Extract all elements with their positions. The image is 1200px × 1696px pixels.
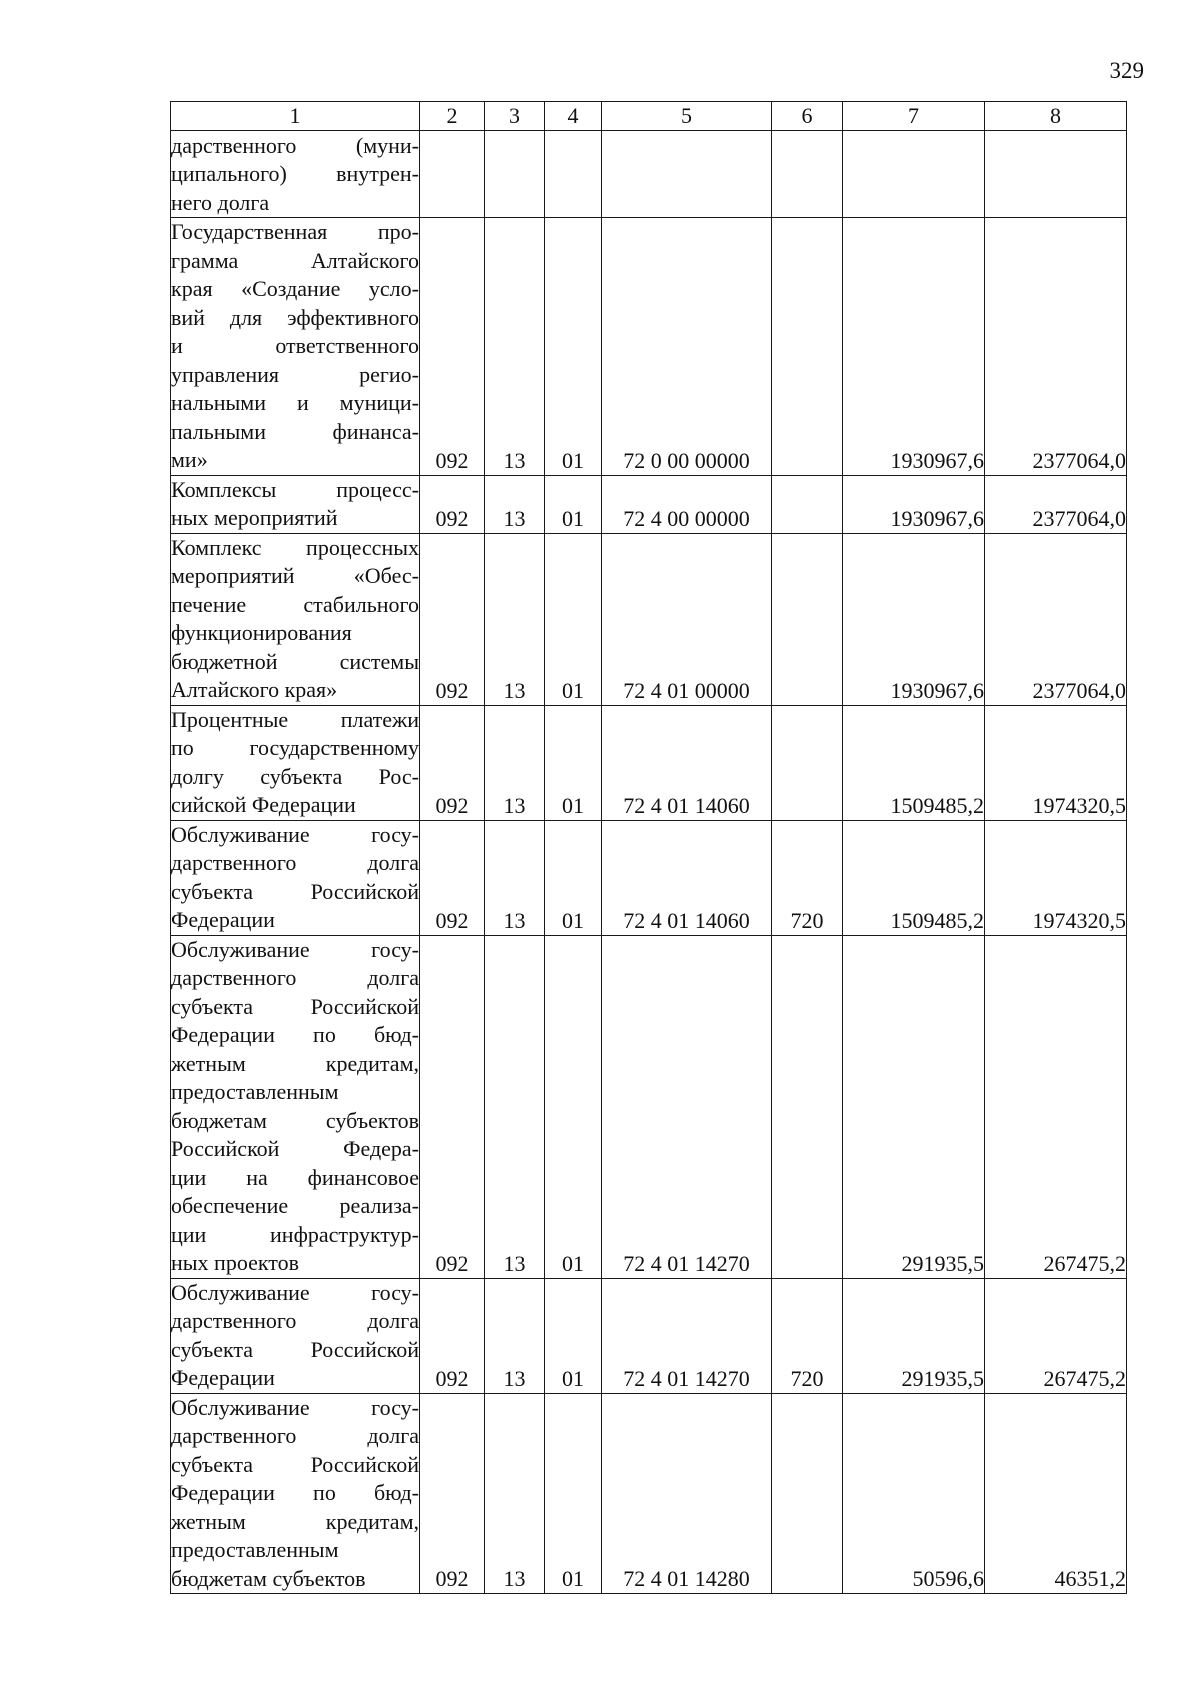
row-name-line: грамма Алтайского (171, 247, 419, 273)
target-article-cell: 72 4 01 14060 (602, 820, 772, 935)
row-name-line: нальными и муници- (171, 390, 419, 415)
grbs-code-cell: 092 (420, 935, 485, 1278)
row-name-line: предоставленным (171, 1079, 339, 1104)
budget-table (170, 101, 1127, 1594)
row-name-cell (171, 533, 420, 705)
section-code-cell: 13 (485, 533, 545, 705)
section-code-cell: 13 (485, 475, 545, 533)
row-name-line: ции инфраструктур- (171, 1221, 419, 1247)
row-name-line: Комплексы процесс- (171, 476, 419, 502)
section-code-cell: 13 (485, 705, 545, 820)
table-row (171, 131, 1127, 218)
row-name-line: обеспечение реализа- (171, 1193, 419, 1218)
expense-type-cell (772, 533, 843, 705)
target-article-cell: 72 4 01 14060 (602, 705, 772, 820)
amount-year2-cell: 267475,2 (985, 1278, 1127, 1393)
row-name-line: функционирования (171, 620, 352, 645)
grbs-code-cell: 092 (420, 533, 485, 705)
grbs-code-cell: 092 (420, 1278, 485, 1393)
column-header: 8 (985, 102, 1127, 131)
section-code-cell: 13 (485, 1278, 545, 1393)
row-name-line: края «Создание усло- (171, 276, 419, 301)
column-header: 6 (772, 102, 843, 131)
amount-year1-cell: 291935,5 (843, 1278, 985, 1393)
row-name-cell (171, 820, 420, 935)
row-name-line: Алтайского края» (171, 677, 338, 702)
table-row (171, 475, 1127, 533)
row-name-line: предоставленным (171, 1537, 339, 1562)
row-name-line: субъекта Российской (171, 993, 419, 1019)
column-header: 7 (843, 102, 985, 131)
row-name-line: Обслуживание госу- (171, 1279, 419, 1305)
expense-type-cell (772, 218, 843, 476)
amount-year2-cell (985, 131, 1127, 218)
table-row (171, 1393, 1127, 1594)
subsection-code-cell: 01 (545, 935, 602, 1278)
column-header: 3 (485, 102, 545, 131)
amount-year1-cell: 1509485,2 (843, 705, 985, 820)
row-name-line: Комплекс процессных (171, 534, 419, 560)
target-article-cell (602, 131, 772, 218)
table-row (171, 820, 1127, 935)
row-name-line: бюджетам субъектов (171, 1565, 366, 1591)
row-name-line: мероприятий «Обес- (171, 563, 419, 588)
row-name-line: Обслуживание госу- (171, 1394, 419, 1420)
target-article-cell: 72 4 01 14270 (602, 1278, 772, 1393)
row-name-line: дарственного долга (171, 1308, 419, 1333)
row-name-cell (171, 218, 420, 476)
row-name-line: печение стабильного (171, 591, 419, 617)
row-name-line: пальными финанса- (171, 418, 419, 444)
target-article-cell: 72 0 00 00000 (602, 218, 772, 476)
amount-year2-cell: 46351,2 (985, 1393, 1127, 1594)
row-name-line: Обслуживание госу- (171, 936, 419, 962)
subsection-code-cell: 01 (545, 475, 602, 533)
amount-year1-cell (843, 131, 985, 218)
row-name-line: дарственного долга (171, 850, 419, 875)
grbs-code-cell: 092 (420, 475, 485, 533)
column-header: 4 (545, 102, 602, 131)
expense-type-cell: 720 (772, 1278, 843, 1393)
row-name-line: субъекта Российской (171, 1336, 419, 1362)
table-row (171, 1278, 1127, 1393)
column-header: 2 (420, 102, 485, 131)
amount-year1-cell: 50596,6 (843, 1393, 985, 1594)
grbs-code-cell (420, 131, 485, 218)
row-name-line: Российской Федера- (171, 1136, 419, 1161)
expense-type-cell (772, 475, 843, 533)
row-name-line: Федерации (171, 907, 275, 932)
row-name-line: и ответственного (171, 333, 419, 358)
column-header: 1 (171, 102, 420, 131)
row-name-cell (171, 705, 420, 820)
amount-year2-cell: 2377064,0 (985, 533, 1127, 705)
row-name-line: субъекта Российской (171, 878, 419, 904)
target-article-cell: 72 4 01 14280 (602, 1393, 772, 1594)
row-name-line: Федерации по бюд- (171, 1480, 419, 1505)
row-name-cell (171, 1278, 420, 1393)
row-name-line: жетным кредитам, (171, 1050, 419, 1076)
row-name-line: Обслуживание госу- (171, 821, 419, 847)
subsection-code-cell: 01 (545, 820, 602, 935)
row-name-line: ных мероприятий (171, 505, 338, 530)
grbs-code-cell: 092 (420, 218, 485, 476)
grbs-code-cell: 092 (420, 705, 485, 820)
amount-year2-cell: 2377064,0 (985, 475, 1127, 533)
column-header: 5 (602, 102, 772, 131)
row-name-cell (171, 935, 420, 1278)
row-name-line: управления регио- (171, 361, 419, 387)
subsection-code-cell: 01 (545, 705, 602, 820)
subsection-code-cell (545, 131, 602, 218)
expense-type-cell: 720 (772, 820, 843, 935)
header-row (171, 102, 1127, 131)
expense-type-cell (772, 705, 843, 820)
row-name-line: ции на финансовое (171, 1164, 419, 1190)
row-name-line: жетным кредитам, (171, 1508, 419, 1534)
row-name-line: ципального) внутрен- (171, 161, 419, 186)
amount-year2-cell: 2377064,0 (985, 218, 1127, 476)
section-code-cell: 13 (485, 935, 545, 1278)
table-row (171, 935, 1127, 1278)
amount-year2-cell: 267475,2 (985, 935, 1127, 1278)
row-name-line: дарственного долга (171, 965, 419, 990)
amount-year1-cell: 1509485,2 (843, 820, 985, 935)
target-article-cell: 72 4 01 14270 (602, 935, 772, 1278)
row-name-line: Федерации (171, 1365, 275, 1390)
row-name-line: субъекта Российской (171, 1451, 419, 1477)
row-name-line: по государственному (171, 735, 419, 760)
subsection-code-cell: 01 (545, 533, 602, 705)
grbs-code-cell: 092 (420, 1393, 485, 1594)
amount-year1-cell: 1930967,6 (843, 475, 985, 533)
grbs-code-cell: 092 (420, 820, 485, 935)
row-name-line: Процентные платежи (171, 706, 419, 732)
row-name-line: Государственная про- (171, 219, 419, 244)
row-name-line: ми» (171, 447, 208, 472)
row-name-line: Федерации по бюд- (171, 1022, 419, 1047)
row-name-line: него долга (171, 189, 270, 215)
section-code-cell: 13 (485, 1393, 545, 1594)
section-code-cell: 13 (485, 820, 545, 935)
row-name-line: бюджетам субъектов (171, 1107, 419, 1133)
table-row (171, 533, 1127, 705)
target-article-cell: 72 4 01 00000 (602, 533, 772, 705)
table-row (171, 705, 1127, 820)
row-name-cell (171, 1393, 420, 1594)
table-body (171, 131, 1127, 1594)
subsection-code-cell: 01 (545, 218, 602, 476)
row-name-line: ных проектов (171, 1250, 299, 1275)
amount-year1-cell: 291935,5 (843, 935, 985, 1278)
amount-year1-cell: 1930967,6 (843, 533, 985, 705)
row-name-line: вий для эффективного (171, 304, 419, 330)
row-name-line: бюджетной системы (171, 648, 419, 674)
page-number: 329 (1109, 58, 1144, 83)
amount-year2-cell: 1974320,5 (985, 705, 1127, 820)
expense-type-cell (772, 935, 843, 1278)
expense-type-cell (772, 131, 843, 218)
table-row (171, 218, 1127, 476)
expense-type-cell (772, 1393, 843, 1594)
subsection-code-cell: 01 (545, 1393, 602, 1594)
row-name-line: сийской Федерации (171, 792, 356, 817)
row-name-line: долгу субъекта Рос- (171, 763, 419, 789)
row-name-cell (171, 131, 420, 218)
target-article-cell: 72 4 00 00000 (602, 475, 772, 533)
amount-year2-cell: 1974320,5 (985, 820, 1127, 935)
row-name-line: дарственного долга (171, 1423, 419, 1448)
section-code-cell (485, 131, 545, 218)
subsection-code-cell: 01 (545, 1278, 602, 1393)
amount-year1-cell: 1930967,6 (843, 218, 985, 476)
row-name-line: дарственного (муни- (171, 132, 419, 158)
section-code-cell: 13 (485, 218, 545, 476)
row-name-cell (171, 475, 420, 533)
